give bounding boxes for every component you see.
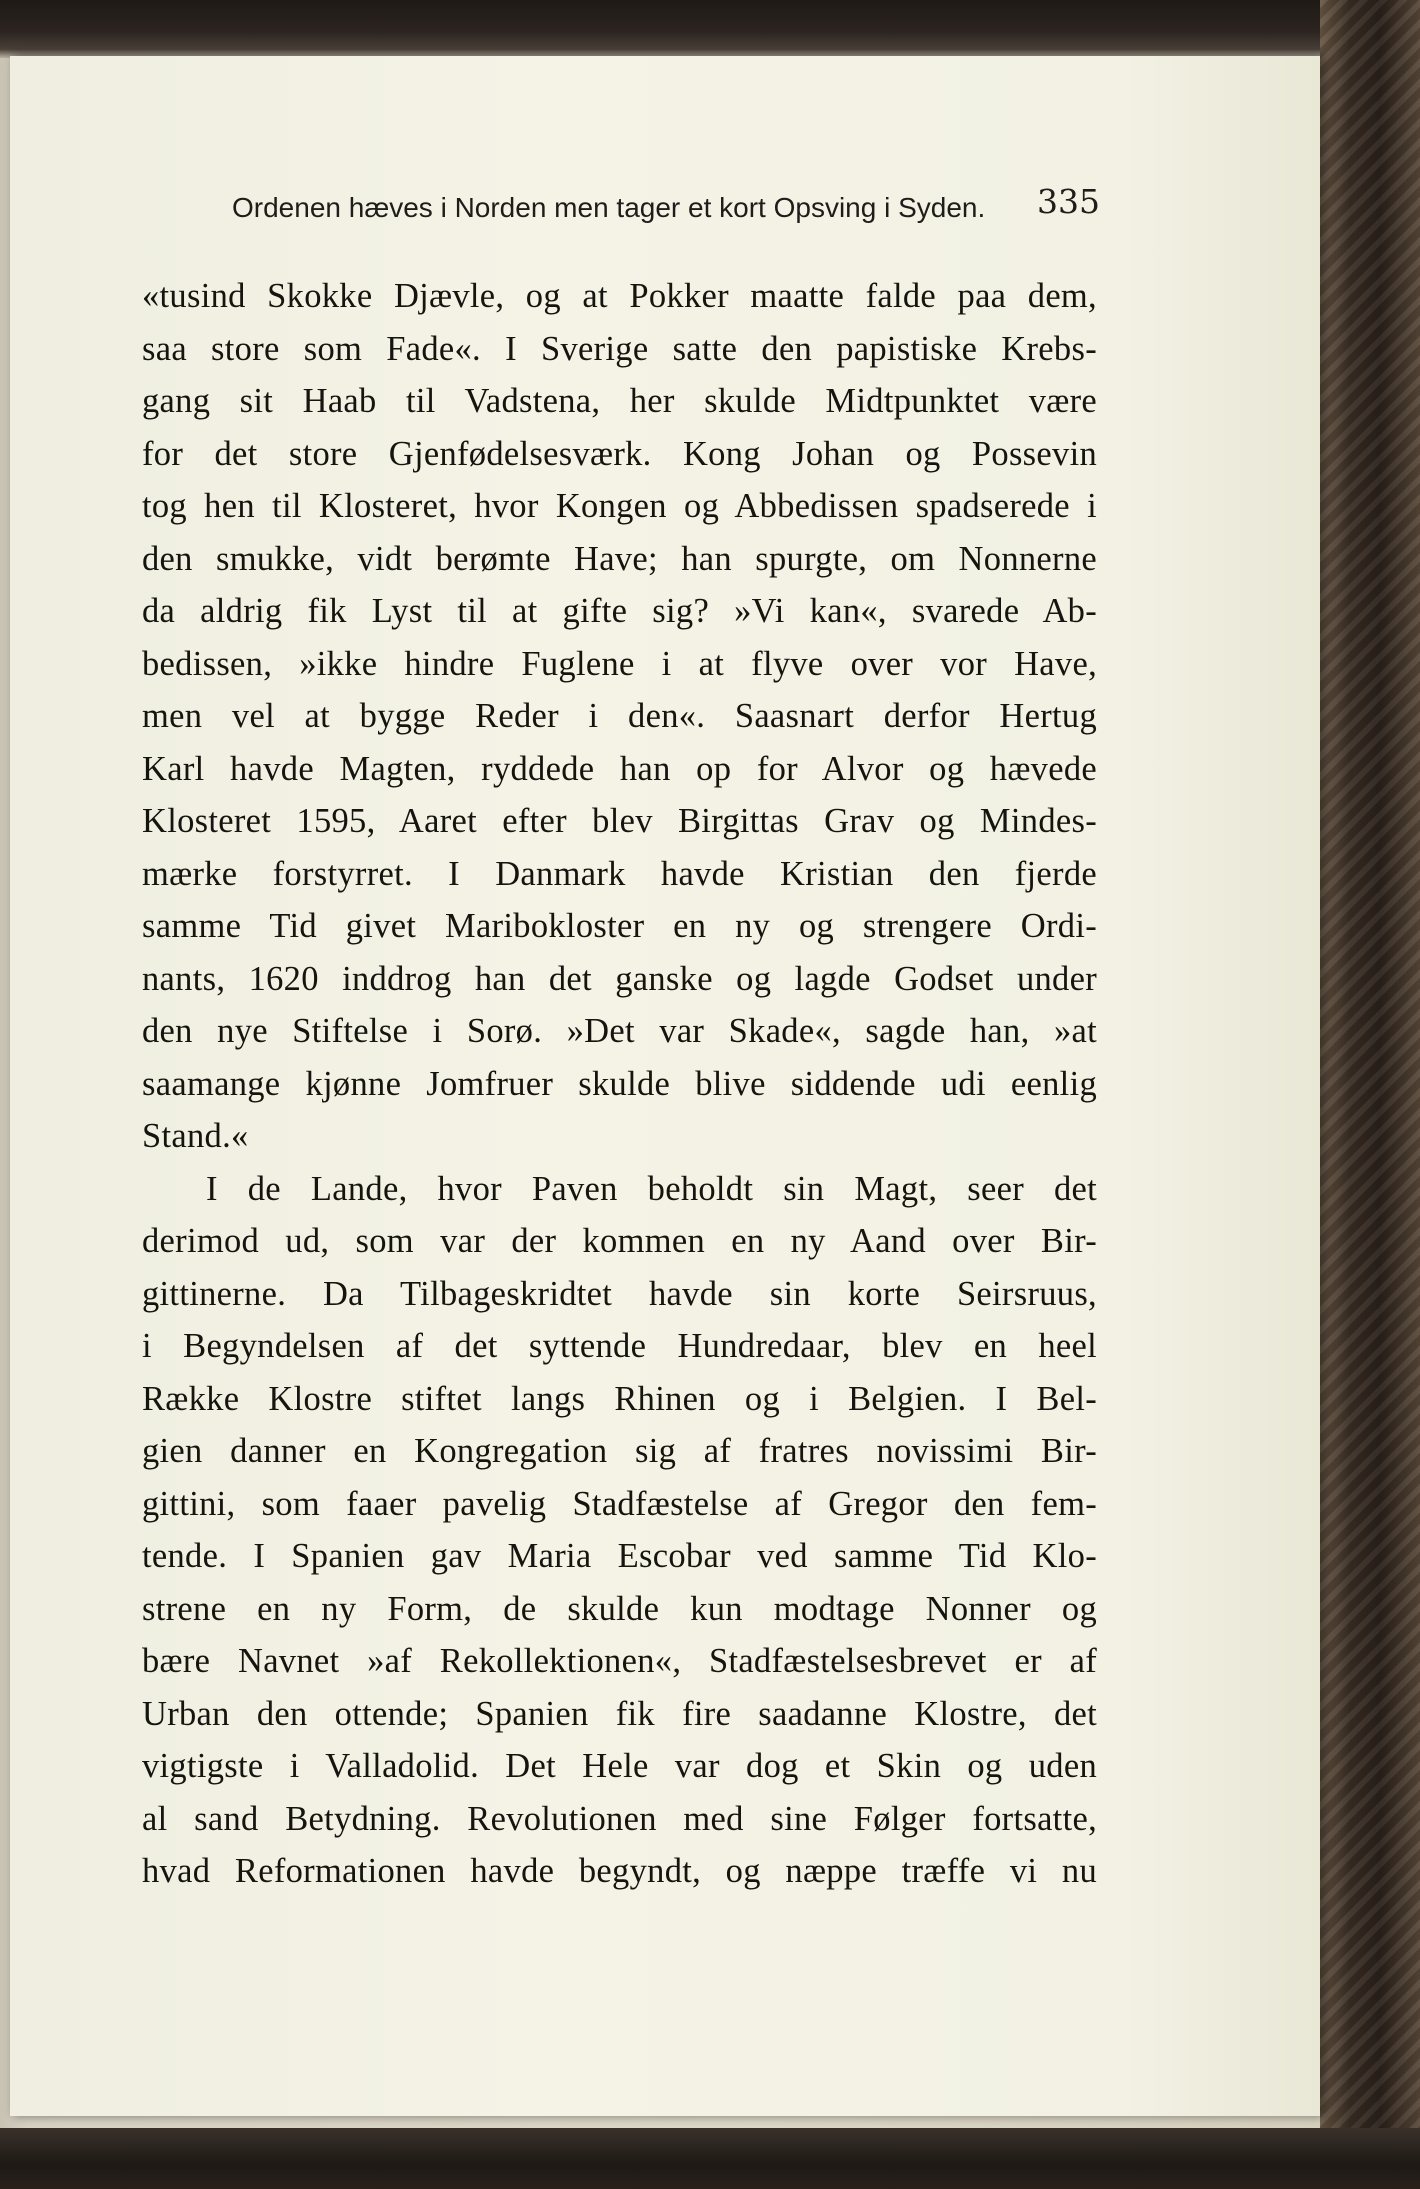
text-line: saamange kjønne Jomfruer skulde blive siddende udi eenlig bbox=[142, 1064, 1097, 1103]
text-line: nants, 1620 inddrog han det ganske og lagde Godset under bbox=[142, 959, 1097, 998]
text-line: samme Tid givet Maribokloster en ny og strengere Ordi- bbox=[142, 907, 1097, 945]
text-line: i Begyndelsen af det syttende Hundredaar, blev en heel bbox=[142, 1327, 1097, 1365]
text-line: Række Klostre stiftet langs Rhinen og i Belgien. I Bel- bbox=[142, 1379, 1097, 1418]
text-line: derimod ud, som var der kommen en ny Aand over Bir- bbox=[142, 1222, 1097, 1260]
text-line: Karl havde Magten, ryddede han op for Alvor og hævede bbox=[142, 749, 1097, 788]
text-line: hvad Reformationen havde begyndt, og næppe træffe vi nu bbox=[142, 1852, 1097, 1890]
text-line: Klosteret 1595, Aaret efter blev Birgittas Grav og Mindes- bbox=[142, 802, 1097, 840]
text-line: tende. I Spanien gav Maria Escobar ved samme Tid Klo- bbox=[142, 1537, 1097, 1575]
scanner-bottom-edge bbox=[0, 2128, 1420, 2189]
text-line: al sand Betydning. Revolutionen med sine Følger fortsatte, bbox=[142, 1799, 1097, 1838]
body-text bbox=[142, 270, 1097, 1898]
text-line: strene en ny Form, de skulde kun modtage Nonner og bbox=[142, 1589, 1097, 1628]
text-line: Urban den ottende; Spanien fik fire saadanne Klostre, det bbox=[142, 1694, 1097, 1733]
text-line: gittini, som faaer pavelig Stadfæstelse af Gregor den fem- bbox=[142, 1484, 1097, 1523]
text-line: gang sit Haab til Vadstena, her skulde Midtpunktet være bbox=[142, 382, 1097, 420]
text-line: tog hen til Klosteret, hvor Kongen og Abbedissen spadserede i bbox=[142, 487, 1097, 525]
text-line: men vel at bygge Reder i den«. Saasnart derfor Hertug bbox=[142, 697, 1097, 735]
page-number: 335 bbox=[1037, 182, 1100, 221]
text-line-paragraph-start: I de Lande, hvor Paven beholdt sin Magt, seer det bbox=[206, 1169, 1097, 1208]
text-line: bære Navnet »af Rekollektionen«, Stadfæstelsesbrevet er af bbox=[142, 1642, 1097, 1680]
text-line: «tusind Skokke Djævle, og at Pokker maatte falde paa dem, bbox=[142, 277, 1097, 315]
text-line: gittinerne. Da Tilbageskridtet havde sin korte Seirsruus, bbox=[142, 1274, 1097, 1313]
running-header: Ordenen hæves i Norden men tager et kort Opsving i Syden. bbox=[232, 192, 986, 223]
marbled-cover-edge bbox=[1320, 0, 1420, 2189]
text-line: gien danner en Kongregation sig af fratres novissimi Bir- bbox=[142, 1432, 1097, 1470]
text-line: bedissen, »ikke hindre Fuglene i at flyve over vor Have, bbox=[142, 644, 1097, 683]
text-line: mærke forstyrret. I Danmark havde Kristian den fjerde bbox=[142, 854, 1097, 893]
text-line: vigtigste i Valladolid. Det Hele var dog et Skin og uden bbox=[142, 1747, 1097, 1785]
text-line: den nye Stiftelse i Sorø. »Det var Skade«, sagde han, »at bbox=[142, 1012, 1097, 1050]
text-line: da aldrig fik Lyst til at gifte sig? »Vi kan«, svarede Ab- bbox=[142, 592, 1097, 630]
text-line: for det store Gjenfødelsesværk. Kong Johan og Possevin bbox=[142, 434, 1097, 473]
text-line: den smukke, vidt berømte Have; han spurgte, om Nonnerne bbox=[142, 539, 1097, 578]
text-line-paragraph-end: Stand.« bbox=[142, 1117, 249, 1155]
scanner-top-edge bbox=[0, 0, 1420, 58]
text-line: saa store som Fade«. I Sverige satte den papistiske Krebs- bbox=[142, 329, 1097, 368]
